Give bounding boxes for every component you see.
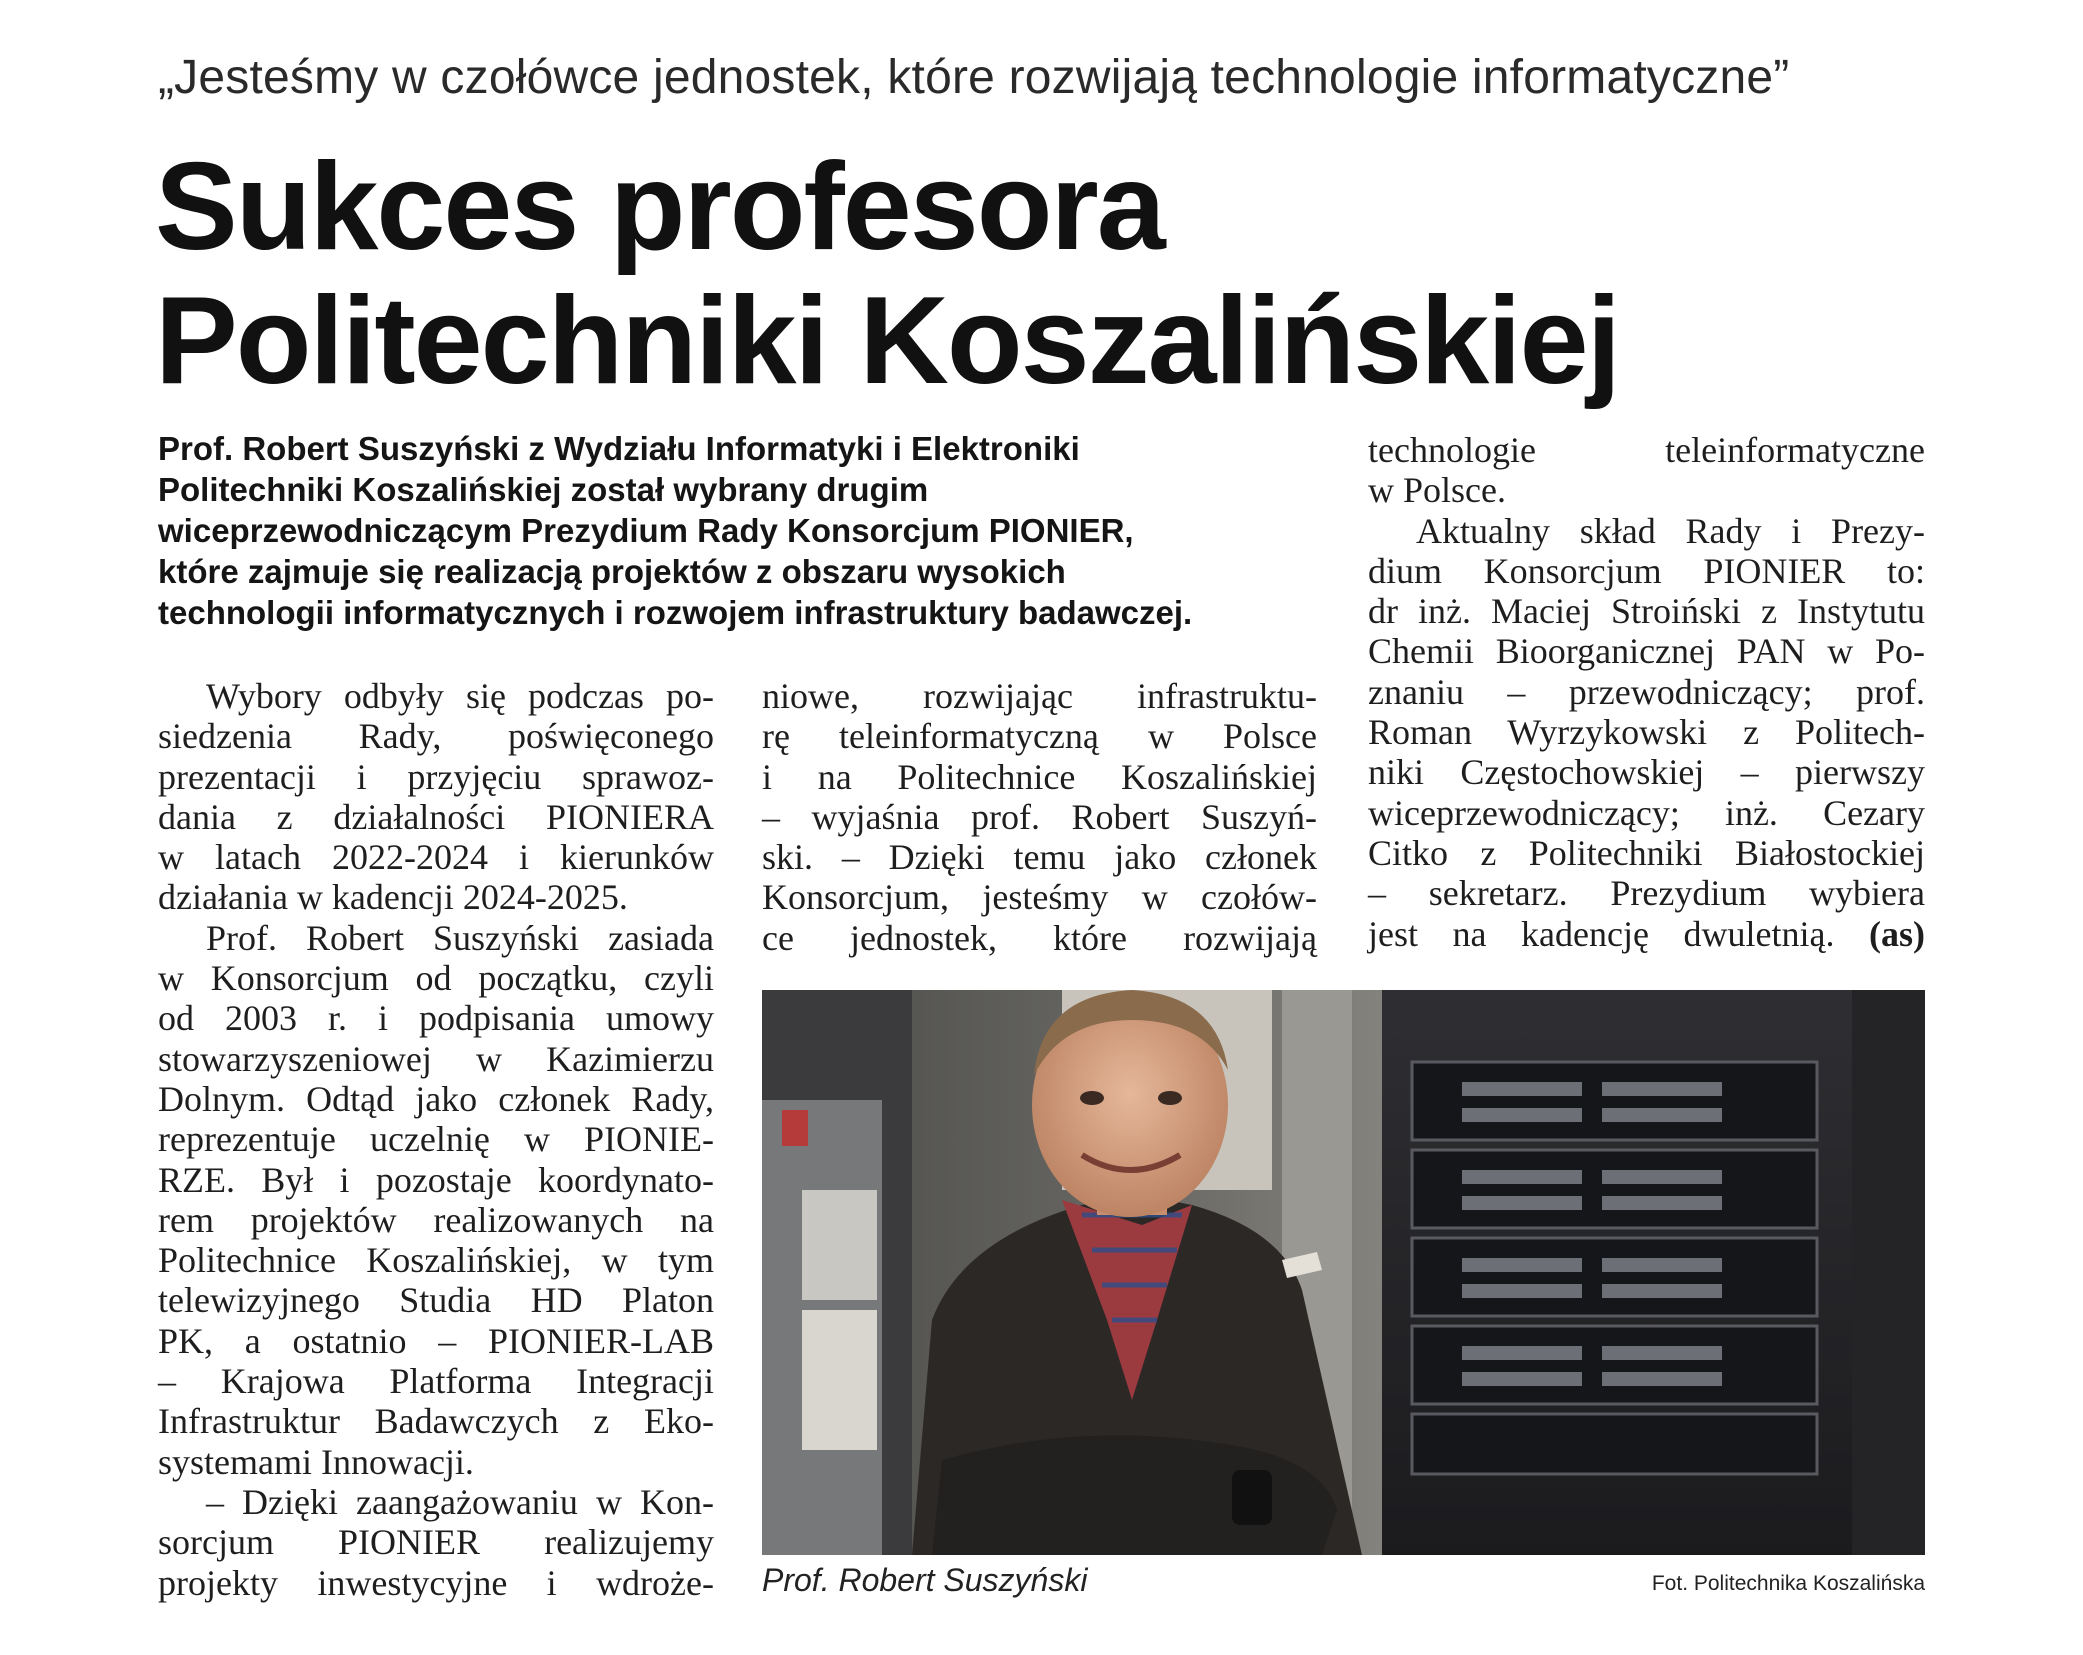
lead-line: Prof. Robert Suszyński z Wydziału Informatyki i Elektroniki: [158, 430, 1080, 467]
body-line: Politechnice Koszalińskiej, w tym: [158, 1240, 714, 1281]
author-signature: (as): [1869, 913, 1925, 954]
lead-line: wiceprzewodniczącym Prezydium Rady Konsorcjum PIONIER,: [158, 512, 1134, 549]
lead-line: które zajmuje się realizacją projektów z obszaru wysokich: [158, 553, 1066, 590]
body-line: reprezentuje uczelnię w PIONIE-: [158, 1119, 714, 1160]
article-photo: [762, 990, 1925, 1555]
body-line: PK, a ostatnio – PIONIER-LAB: [158, 1320, 714, 1361]
body-line: Infrastruktur Badawczych z Eko-: [158, 1401, 714, 1442]
body-line: działania w kadencji 2024-2025.: [158, 877, 628, 918]
body-line: rę teleinformatyczną w Polsce: [762, 716, 1317, 757]
body-line: RZE. Był i pozostaje koordynato-: [158, 1159, 714, 1200]
photo-credit: Fot. Politechnika Koszalińska: [1651, 1572, 1925, 1595]
body-line: w Konsorcjum od początku, czyli: [158, 958, 714, 999]
lead-paragraph: [158, 428, 1348, 633]
body-line: Dolnym. Odtąd jako członek Rady,: [158, 1078, 714, 1119]
body-line: Konsorcjum, jesteśmy w czołów-: [762, 877, 1317, 918]
body-line: znaniu – przewodniczący; prof.: [1368, 671, 1925, 712]
body-line: Wybory odbyły się podczas po-: [206, 676, 714, 716]
body-line-final: [1368, 914, 1925, 954]
body-line: – sekretarz. Prezydium wybiera: [1368, 873, 1925, 914]
body-line: telewizyjnego Studia HD Platon: [158, 1280, 714, 1321]
headline: [155, 140, 1855, 408]
body-line: Aktualny skład Rady i Prezy-: [1416, 510, 1925, 551]
body-line: technologie teleinformatyczne: [1368, 430, 1925, 470]
body-line: Roman Wyrzykowski z Politech-: [1368, 712, 1925, 753]
body-line: wiceprzewodniczący; inż. Cezary: [1368, 792, 1925, 833]
body-line-text: jest na kadencję dwuletnią.: [1368, 913, 1835, 954]
body-line: Prof. Robert Suszyński zasiada: [206, 917, 714, 958]
body-line: stowarzyszeniowej w Kazimierzu: [158, 1038, 714, 1079]
body-line: – Krajowa Platforma Integracji: [158, 1361, 714, 1402]
body-line: prezentacji i przyjęciu sprawoz-: [158, 756, 714, 797]
body-line: od 2003 r. i podpisania umowy: [158, 998, 714, 1039]
body-line: w latach 2022-2024 i kierunków: [158, 837, 714, 878]
body-line: dium Konsorcjum PIONIER to:: [1368, 550, 1925, 591]
body-line: sorcjum PIONIER realizujemy: [158, 1522, 714, 1563]
body-line: siedzenia Rady, poświęconego: [158, 716, 714, 757]
body-line: dr inż. Maciej Stroiński z Instytutu: [1368, 591, 1925, 632]
lead-line: Politechniki Koszalińskiej został wybrany drugim: [158, 471, 929, 508]
body-column-2: [762, 676, 1317, 958]
kicker: „Jesteśmy w czołówce jednostek, które rozwijają technologie informatyczne”: [158, 51, 1790, 104]
body-line: niki Częstochowskiej – pierwszy: [1368, 752, 1925, 793]
body-line: – wyjaśnia prof. Robert Suszyń-: [762, 796, 1317, 837]
body-line: Chemii Bioorganicznej PAN w Po-: [1368, 631, 1925, 672]
body-column-1: [158, 676, 714, 1603]
body-line: systemami Innowacji.: [158, 1441, 474, 1482]
body-line: w Polsce.: [1368, 470, 1506, 511]
photo-caption: Prof. Robert Suszyński: [762, 1562, 1088, 1598]
body-line: niowe, rozwijając infrastruktu-: [762, 676, 1317, 716]
body-line: ce jednostek, które rozwijają: [762, 917, 1317, 958]
body-line: rem projektów realizowanych na: [158, 1199, 714, 1240]
headline-line: Sukces profesora: [155, 138, 1164, 276]
body-line: projekty inwestycyjne i wdroże-: [158, 1562, 714, 1603]
photo-illustration: [762, 990, 1925, 1555]
body-line: Citko z Politechniki Białostockiej: [1368, 832, 1925, 873]
lead-line: technologii informatycznych i rozwojem infrastruktury badawczej.: [158, 594, 1193, 631]
body-column-3: [1368, 430, 1925, 954]
body-line: i na Politechnice Koszalińskiej: [762, 756, 1317, 797]
body-line: ski. – Dzięki temu jako członek: [762, 837, 1317, 878]
body-line: dania z działalności PIONIERA: [158, 796, 714, 837]
body-line: – Dzięki zaangażowaniu w Kon-: [206, 1481, 714, 1522]
headline-line: Politechniki Koszalińskiej: [155, 272, 1620, 410]
